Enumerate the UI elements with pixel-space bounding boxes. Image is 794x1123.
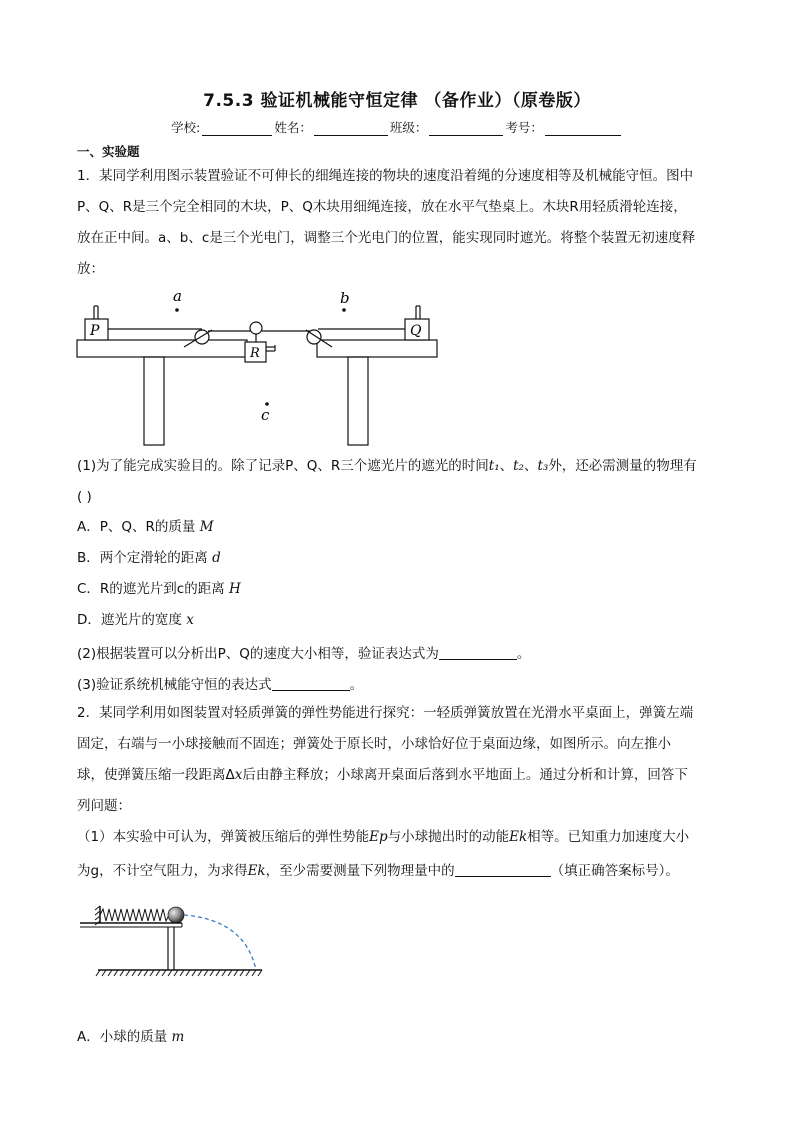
page-title: 7.5.3 验证机械能守恒定律 （备作业）（原卷版） bbox=[203, 91, 591, 111]
label-q: Q bbox=[410, 323, 422, 339]
school-label: 学校: bbox=[171, 120, 201, 135]
q2-sub1-line-1: （1）本实验中可认为，弹簧被压缩后的弹性势能Ep与小球抛出时的动能Ek相等。已知重力加速度大小 bbox=[77, 829, 690, 845]
ball bbox=[168, 907, 184, 923]
right-table-top bbox=[317, 340, 437, 357]
q1-line-3: 放在正中间。a、b、c是三个光电门，调整三个光电门的位置，能实现同时遮光。将整个装置无初速度释 bbox=[77, 230, 696, 246]
school-blank[interactable] bbox=[202, 123, 272, 136]
q1-sub2: (2)根据装置可以分析出P、Q的速度大小相等，验证表达式为 。 bbox=[77, 646, 531, 662]
label-a: a bbox=[173, 287, 182, 305]
q1-sub2-blank[interactable] bbox=[439, 645, 517, 660]
q1-sub1: (1)为了能完成实验目的。除了记录P、Q、R三个遮光片的遮光的时间t₁、t₂、t₃外，还必需测量的物理有 bbox=[77, 458, 697, 474]
left-table-top bbox=[77, 340, 247, 357]
q1-sub3: (3)验证系统机械能守恒的表达式 。 bbox=[77, 677, 364, 693]
student-info-line bbox=[0, 118, 794, 136]
q1-option-b[interactable]: B．两个定滑轮的距离 d bbox=[77, 550, 221, 566]
name-blank[interactable] bbox=[314, 123, 388, 136]
q1-line-4: 放： bbox=[77, 261, 104, 277]
q1-line-1: 1．某同学利用图示装置验证不可伸长的细绳连接的物块的速度沿着绳的分速度相等及机械能守恒。图中 bbox=[77, 168, 694, 184]
right-table-leg bbox=[348, 357, 368, 445]
center-pulley bbox=[250, 322, 262, 334]
q2-option-a[interactable]: A．小球的质量 m bbox=[77, 1029, 185, 1045]
q1-option-d[interactable]: D．遮光片的宽度 x bbox=[77, 612, 194, 628]
photogate-b bbox=[342, 308, 346, 312]
q2-sub1-line-2: 为g，不计空气阻力，为求得Ek，至少需要测量下列物理量中的 （填正确答案标号）。 bbox=[77, 863, 679, 879]
spring bbox=[100, 909, 169, 921]
left-pulley bbox=[195, 330, 209, 344]
label-p: P bbox=[90, 323, 100, 339]
pulley-apparatus-figure bbox=[74, 285, 440, 450]
section-heading: 一、实验题 bbox=[77, 144, 140, 159]
q2-line-1: 2．某同学利用如图装置对轻质弹簧的弹性势能进行探究：一轻质弹簧放置在光滑水平桌面上，弹簧左端 bbox=[77, 705, 694, 721]
q2-line-3: 球，使弹簧压缩一段距离Δx后由静主释放；小球离开桌面后落到水平地面上。通过分析和计算，回答下 bbox=[77, 767, 688, 783]
answer-paren: ( ) bbox=[77, 489, 92, 505]
class-label: 班级： bbox=[389, 120, 428, 135]
label-b: b bbox=[340, 289, 350, 307]
label-r: R bbox=[250, 346, 260, 361]
class-blank[interactable] bbox=[429, 123, 503, 136]
q1-line-2: P、Q、R是三个完全相同的木块，P、Q木块用细绳连接，放在水平气垫桌上。木块R用轻质滑轮连接， bbox=[77, 199, 687, 215]
number-label: 考号： bbox=[505, 120, 543, 135]
spring-ball-figure bbox=[80, 896, 270, 986]
trajectory bbox=[184, 915, 256, 970]
left-table-leg bbox=[144, 357, 164, 445]
number-blank[interactable] bbox=[545, 123, 621, 136]
name-label: 姓名： bbox=[274, 120, 312, 135]
label-c: c bbox=[261, 406, 270, 424]
q2-sub1-blank[interactable] bbox=[455, 862, 551, 877]
q1-option-c[interactable]: C．R的遮光片到c的距离 H bbox=[77, 581, 241, 597]
q1-sub3-blank[interactable] bbox=[272, 676, 350, 691]
photogate-a bbox=[175, 308, 179, 312]
q2-line-4: 列问题： bbox=[77, 798, 131, 814]
q2-line-2: 固定，右端与一小球接触而不固连；弹簧处于原长时，小球恰好位于桌面边缘，如图所示。向左推小 bbox=[77, 736, 671, 752]
q1-option-a[interactable]: A．P、Q、R的质量 M bbox=[77, 519, 214, 535]
